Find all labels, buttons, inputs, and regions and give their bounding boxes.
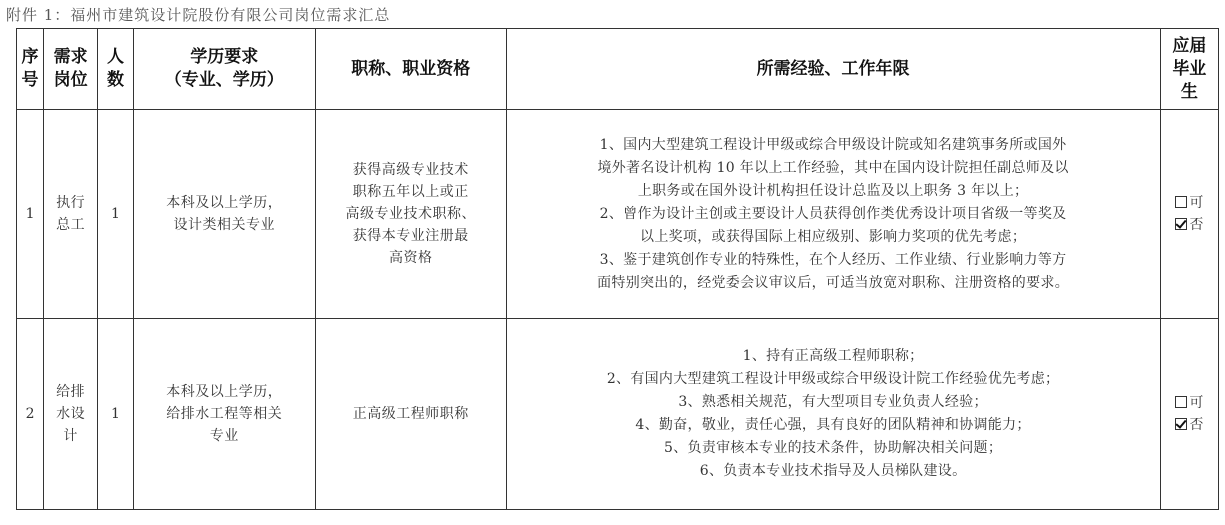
- row-education: 本科及以上学历， 设计类相关专业: [133, 110, 315, 319]
- row-experience: 1、持有正高级工程师职称； 2、有国内大型建筑工程设计甲级或综合甲级设计院工作经验优先考虑； 3、熟悉相关规范，有大型项目专业负责人经验； 4、勤奋，敬业，责任心强，具有良好的团队精神和协调能力； 5、负责审核本专业的技术条件，协助解决相关问题； 6、负责本专业技术指导及人员梯队建设。: [506, 319, 1160, 510]
- row-seq: 1: [17, 110, 44, 319]
- checkbox-checked-icon[interactable]: [1175, 418, 1187, 430]
- header-count: 人 数: [98, 29, 133, 110]
- row-graduate: [1160, 110, 1218, 319]
- row-seq: 2: [17, 319, 44, 510]
- checkbox-checked-icon[interactable]: [1175, 218, 1187, 230]
- header-row: [17, 29, 1219, 110]
- header-seq: 序 号: [17, 29, 44, 110]
- graduate-no-option[interactable]: 否: [1161, 214, 1218, 236]
- header-position: 需求 岗位: [44, 29, 98, 110]
- graduate-yes-option[interactable]: 可: [1161, 192, 1218, 214]
- table-row: [17, 319, 1219, 510]
- header-education: 学历要求 （专业、学历）: [133, 29, 315, 110]
- document-caption: 附件 1：福州市建筑设计院股份有限公司岗位需求汇总: [6, 6, 391, 24]
- table-row: [17, 110, 1219, 319]
- row-graduate: [1160, 319, 1218, 510]
- row-position: 给排 水设 计: [44, 319, 98, 510]
- header-graduate: 应届 毕业 生: [1160, 29, 1218, 110]
- graduate-no-option[interactable]: 否: [1161, 414, 1218, 436]
- row-position: 执行 总工: [44, 110, 98, 319]
- job-requirements-table: [16, 28, 1219, 510]
- graduate-yes-option[interactable]: 可: [1161, 392, 1218, 414]
- row-title: 正高级工程师职称: [315, 319, 506, 510]
- row-title: 获得高级专业技术 职称五年以上或正 高级专业技术职称、 获得本专业注册最 高资格: [315, 110, 506, 319]
- row-count: 1: [98, 319, 133, 510]
- row-count: 1: [98, 110, 133, 319]
- row-education: 本科及以上学历， 给排水工程等相关 专业: [133, 319, 315, 510]
- checkbox-unchecked-icon[interactable]: [1175, 196, 1187, 208]
- row-experience: 1、国内大型建筑工程设计甲级或综合甲级设计院或知名建筑事务所或国外 境外著名设计机构 10 年以上工作经验，其中在国内设计院担任副总师及以 上职务或在国外设计机构担任设计总监及以上职务 3 年以上； 2、曾作为设计主创或主要设计人员获得创作类优秀设计项目省级一等奖及 以上奖项，或获得国际上相应级别、影响力奖项的优先考虑； 3、鉴于建筑创作专业的特殊性，在个人经历、工作业绩、行业影响力等方 面特别突出的，经党委会议审议后，可适当放宽对职称、注册资格的要求。: [506, 110, 1160, 319]
- checkbox-unchecked-icon[interactable]: [1175, 396, 1187, 408]
- header-experience: 所需经验、工作年限: [506, 29, 1160, 110]
- header-title: 职称、职业资格: [315, 29, 506, 110]
